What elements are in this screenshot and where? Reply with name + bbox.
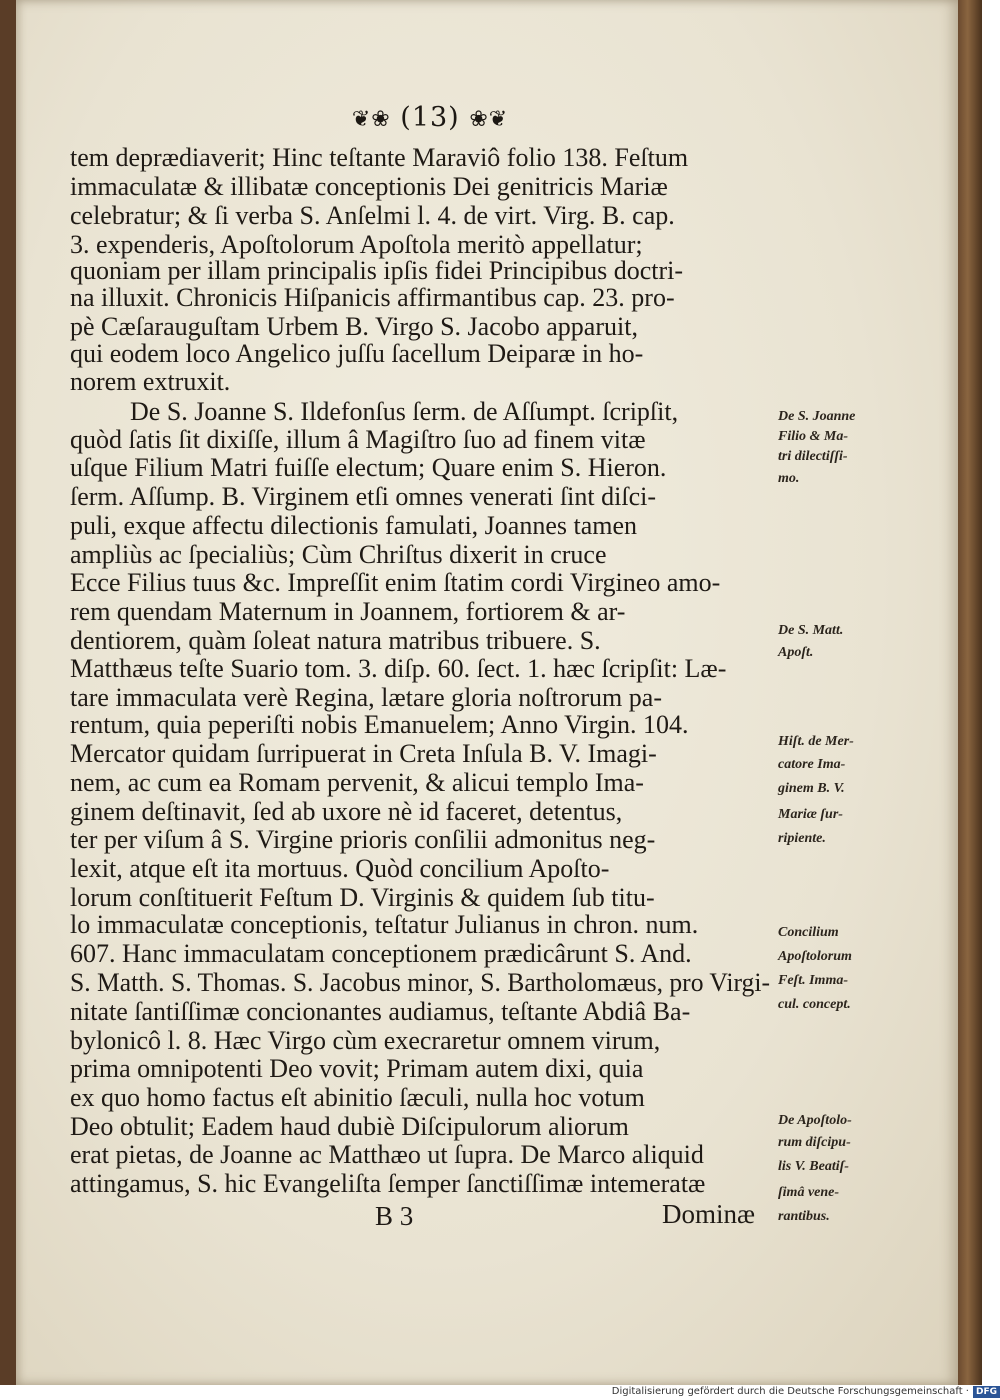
text-line: quoniam per illam principalis ipſis fidei Principibus doctri- (70, 256, 684, 285)
text-line: dentiorem, quàm ſoleat natura matribus tribuere. S. (70, 626, 601, 655)
margin-note: rantibus. (778, 1209, 830, 1224)
catchword: Dominæ (662, 1199, 756, 1229)
margin-note: lis V. Beatiſ- (778, 1159, 849, 1174)
ornament-left: ❦❀ (351, 107, 391, 132)
text-line: na illuxit. Chronicis Hiſpanicis affirmantibus cap. 23. pro- (70, 283, 675, 312)
footer-text: Digitalisierung gefördert durch die Deutsche Forschungsgemeinschaft · (611, 1386, 969, 1397)
text-line: puli, exque affectu dilectionis famulati, Joannes tamen (70, 511, 638, 540)
text-line: norem extruxit. (70, 367, 231, 396)
margin-note: Concilium (778, 925, 839, 940)
margin-note: tri dilectiſſi- (778, 449, 848, 464)
book-edge (958, 0, 982, 1385)
text-line: ampliùs ac ſpecialiùs; Cùm Chriſtus dixerit in cruce (70, 540, 607, 569)
text-line: quòd ſatis ſit dixiſſe, illum â Magiſtro ſuo ad finem vitæ (70, 425, 646, 454)
margin-note: rum diſcipu- (778, 1135, 851, 1150)
text-line: ginem deſtinavit, ſed ab uxore nè id faceret, detentus, (70, 797, 623, 826)
margin-note: ripiente. (778, 831, 826, 846)
margin-note: cul. concept. (778, 997, 851, 1012)
text-line: Matthæus teſte Suario tom. 3. diſp. 60. ſect. 1. hæc ſcripſit: Læ- (70, 654, 727, 683)
text-line: Mercator quidam ſurripuerat in Creta Inſula B. V. Imagi- (70, 739, 657, 768)
text-line: immaculatæ & illibatæ conceptionis Dei genitricis Mariæ (70, 172, 668, 201)
text-line: rentum, quia peperiſti nobis Emanuelem; Anno Virgin. 104. (70, 710, 689, 739)
text-line: erat pietas, de Joanne ac Matthæo ut ſupra. De Marco aliquid (70, 1140, 704, 1169)
text-line: Deo obtulit; Eadem haud dubiè Diſcipulorum aliorum (70, 1112, 629, 1141)
text-line: qui eodem loco Angelico juſſu ſacellum Deiparæ in ho- (70, 339, 644, 368)
text-line: 3. expenderis, Apoſtolorum Apoſtola meritò appellatur; (70, 230, 643, 259)
text-line: lexit, atque eſt ita mortuus. Quòd concilium Apoſto- (70, 854, 610, 883)
text-line: tem deprædiaverit; Hinc teſtante Maraviô folio 138. Feſtum (70, 143, 689, 172)
page-number: (13) (400, 102, 460, 133)
margin-note: De S. Matt. (778, 623, 844, 638)
text-line: nem, ac cum ea Romam pervenit, & alicui templo Ima- (70, 768, 644, 797)
text-line: celebratur; & ſi verba S. Anſelmi l. 4. de virt. Virg. B. cap. (70, 201, 675, 230)
text-line: nitate ſantiſſimæ concionantes audiamus, teſtante Abdiâ Ba- (70, 997, 691, 1026)
margin-note: Feſt. Imma- (778, 973, 848, 988)
margin-note: De S. Joanne (778, 409, 856, 424)
text-line: S. Matth. S. Thomas. S. Jacobus minor, S. Bartholomæus, pro Virgi- (70, 968, 770, 997)
text-line: lo immaculatæ conceptionis, teſtatur Julianus in chron. num. (70, 910, 699, 939)
dfg-logo: DFG (973, 1386, 1000, 1398)
text-line: ter per viſum â S. Virgine prioris conſilii admonitus neg- (70, 825, 656, 854)
margin-note: Apoſtolorum (778, 949, 852, 964)
margin-note: catore Ima- (778, 757, 846, 772)
text-line: attingamus, S. hic Evangeliſta ſemper ſanctiſſimæ intemeratæ (70, 1169, 706, 1198)
text-line: ex quo homo factus eſt abinitio ſæculi, nulla hoc votum (70, 1083, 645, 1112)
margin-note: Filio & Ma- (778, 429, 849, 444)
margin-note: Mariæ ſur- (778, 807, 843, 822)
digitization-footer (600, 1384, 1000, 1400)
text-line: De S. Joanne S. Ildefonſus ſerm. de Aſſumpt. ſcripſit, (130, 397, 679, 426)
text-line: bylonicô l. 8. Hæc Virgo cùm execraretur omnem virum, (70, 1026, 661, 1055)
text-line: lorum conſtituerit Feſtum D. Virginis & quidem ſub titu- (70, 883, 655, 912)
text-line: prima omnipotenti Deo vovit; Primam autem dixi, quia (70, 1054, 644, 1083)
margin-note: ginem B. V. (778, 781, 845, 796)
text-line: rem quendam Maternum in Joannem, fortiorem & ar- (70, 597, 626, 626)
margin-note: mo. (778, 471, 800, 486)
text-line: Ecce Filius tuus &c. Impreſſit enim ſtatim cordi Virgineo amo- (70, 568, 721, 597)
text-line: ſerm. Aſſump. B. Virginem etſi omnes venerati ſint diſci- (70, 482, 657, 511)
margin-note: De Apoſtolo- (778, 1113, 852, 1128)
text-line: pè Cæſarauguſtam Urbem B. Virgo S. Jacobo apparuit, (70, 312, 638, 341)
text-line: uſque Filium Matri fuiſſe electum; Quare enim S. Hieron. (70, 453, 667, 482)
page-header (340, 102, 520, 142)
signature-mark: B 3 (375, 1201, 414, 1231)
ornament-right: ❀❦ (469, 107, 509, 132)
margin-note: ſimâ vene- (778, 1185, 840, 1200)
margin-note: Apoſt. (778, 645, 814, 660)
text-line: tare immaculata verè Regina, lætare gloria noſtrorum pa- (70, 683, 662, 712)
margin-note: Hiſt. de Mer- (778, 734, 854, 749)
text-line: 607. Hanc immaculatam conceptionem prædicârunt S. And. (70, 939, 692, 968)
